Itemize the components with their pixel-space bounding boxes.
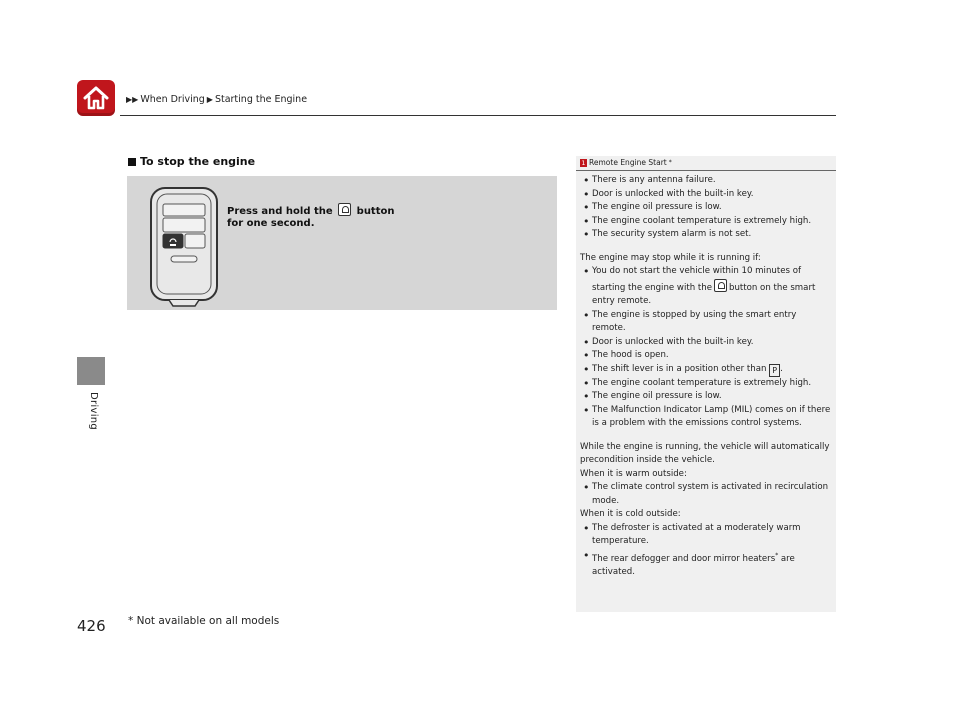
bullet-item xyxy=(580,228,832,242)
item-text: When it is warm outside: xyxy=(580,468,687,479)
bullet-item xyxy=(580,390,832,404)
bullet-item xyxy=(580,265,832,309)
page-number: 426 xyxy=(77,617,106,635)
spacer xyxy=(580,431,832,441)
item-text: The engine is stopped by using the smart entry remote. xyxy=(592,309,797,333)
key-fob-icon xyxy=(141,180,231,310)
key-fob-illustration xyxy=(127,176,557,310)
bullet-item xyxy=(580,201,832,215)
section-heading xyxy=(128,155,255,168)
bullet-item xyxy=(580,522,832,549)
bullet-item xyxy=(580,404,832,431)
footnote-mark: * xyxy=(668,159,672,166)
sidebar-note xyxy=(576,156,836,612)
bullet-item xyxy=(580,336,832,350)
paragraph xyxy=(580,441,832,468)
caption-text: for one second. xyxy=(227,218,315,229)
item-text: The engine coolant temperature is extremely high. xyxy=(592,377,812,388)
item-text: The security system alarm is not set. xyxy=(592,229,752,239)
bullet-item xyxy=(580,349,832,363)
bullet-item xyxy=(580,174,832,188)
item-text: The engine oil pressure is low. xyxy=(592,391,722,401)
home-icon xyxy=(82,85,110,111)
item-text: The rear defogger and door mirror heaters xyxy=(592,553,776,564)
section-heading-text: To stop the engine xyxy=(140,155,256,168)
breadcrumb-arrow-icon: ▶▶ xyxy=(126,95,139,104)
item-text: are activated. xyxy=(592,553,795,577)
item-text: There is any antenna failure. xyxy=(592,175,716,185)
illustration-caption xyxy=(227,203,394,230)
section-tab[interactable] xyxy=(77,357,105,385)
item-text: While the engine is running, the vehicle will automatically precondition inside the vehicle. xyxy=(580,441,830,465)
caption-text: Press and hold the xyxy=(227,206,333,217)
spacer xyxy=(580,242,832,252)
item-text: The Malfunction Indicator Lamp (MIL) comes on if there is a problem with the emissions control systems. xyxy=(592,404,831,428)
remote-start-button-icon xyxy=(338,203,351,216)
header-divider xyxy=(120,115,836,116)
item-text: button on the smart entry remote. xyxy=(592,282,816,306)
item-text: When it is cold outside: xyxy=(580,509,681,519)
section-label: Driving xyxy=(88,392,99,431)
item-text: The engine oil pressure is low. xyxy=(592,202,722,212)
caption-text: button xyxy=(356,206,395,217)
sidebar-body xyxy=(580,174,832,579)
paragraph xyxy=(580,252,832,266)
item-text: The defroster is activated at a moderately warm temperature. xyxy=(592,522,801,546)
breadcrumb-item-when-driving[interactable]: When Driving xyxy=(140,94,205,105)
bullet-item xyxy=(580,549,832,580)
breadcrumb-item-starting-engine[interactable]: Starting the Engine xyxy=(214,94,308,105)
item-text: You do not start the vehicle within 10 minutes of starting the engine with the xyxy=(592,266,801,293)
paragraph xyxy=(580,468,832,482)
breadcrumb xyxy=(126,94,307,105)
item-text: Door is unlocked with the built-in key. xyxy=(592,188,754,199)
park-position-label: P xyxy=(769,364,780,377)
footnote-mark: * xyxy=(775,551,779,559)
breadcrumb-arrow-icon: ▶ xyxy=(206,95,213,104)
sidebar-title-text: Remote Engine Start xyxy=(589,158,667,167)
bullet-item xyxy=(580,188,832,202)
item-text: . xyxy=(780,363,783,374)
sidebar-divider xyxy=(576,170,836,171)
home-button[interactable] xyxy=(77,80,115,116)
bullet-item xyxy=(580,481,832,508)
item-text: The hood is open. xyxy=(592,350,669,360)
bullet-item xyxy=(580,309,832,336)
sidebar-title xyxy=(580,158,672,167)
paragraph xyxy=(580,508,832,522)
bullet-item xyxy=(580,377,832,391)
item-text: The engine may stop while it is running if: xyxy=(580,252,761,263)
bullet-item xyxy=(580,363,832,377)
item-text: The climate control system is activated in recirculation mode. xyxy=(592,482,829,506)
reference-number-badge: 1 xyxy=(581,158,586,167)
square-bullet-icon xyxy=(128,158,136,166)
item-text: The engine coolant temperature is extremely high. xyxy=(592,215,812,226)
bullet-item xyxy=(580,215,832,229)
remote-start-button-icon xyxy=(714,279,727,292)
item-text: Door is unlocked with the built-in key. xyxy=(592,336,754,347)
footnote: * Not available on all models xyxy=(128,615,280,627)
item-text: The shift lever is in a position other than xyxy=(592,363,767,374)
